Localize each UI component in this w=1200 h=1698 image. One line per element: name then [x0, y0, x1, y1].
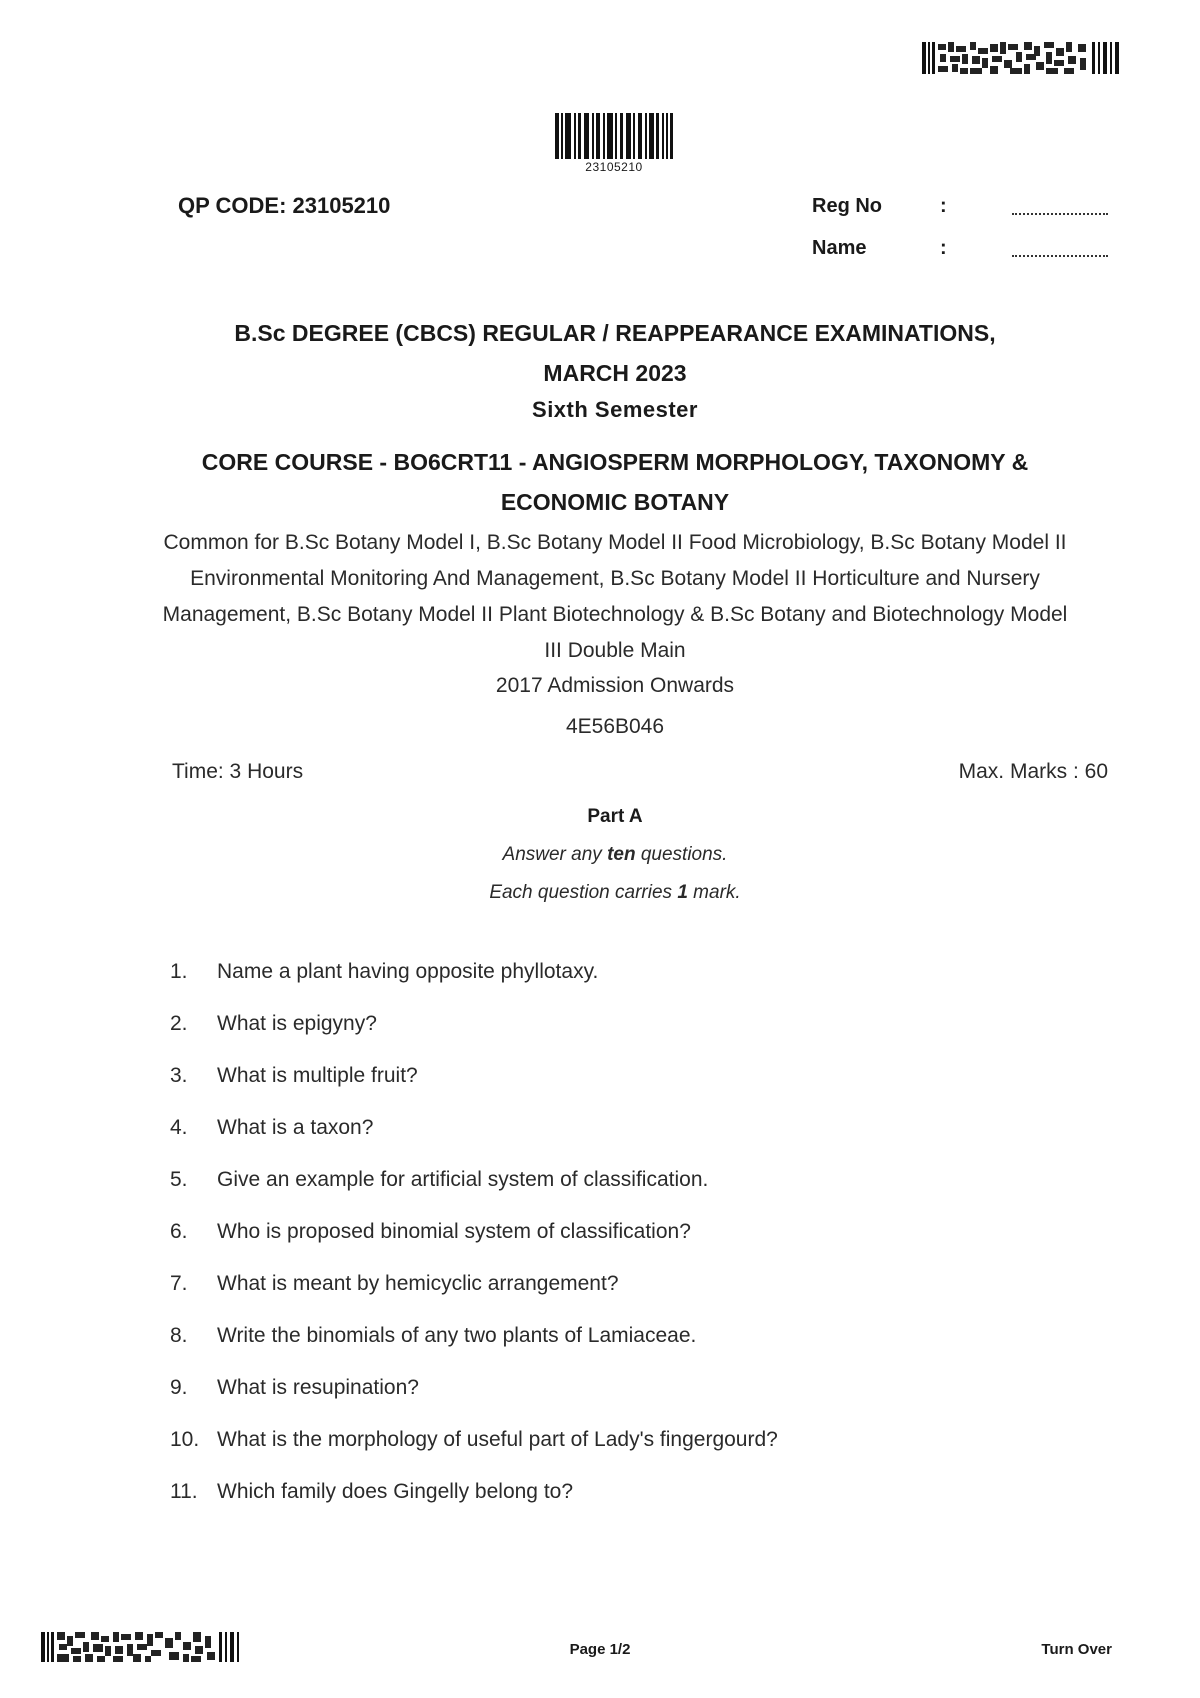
question-item — [170, 1324, 1110, 1376]
barcode-top-right — [922, 42, 1122, 74]
name-row — [812, 237, 1108, 265]
question-item — [170, 1220, 1110, 1272]
question-number: 11. — [170, 1480, 198, 1503]
question-text: What is epigyny? — [217, 1012, 377, 1035]
reg-no-blank — [1012, 205, 1108, 215]
semester: Sixth Semester — [532, 397, 698, 422]
admission-note: 2017 Admission Onwards — [495, 674, 735, 697]
common-for-line4: III Double Main — [544, 639, 686, 662]
reg-no-label: Reg No — [812, 195, 882, 217]
question-text: What is meant by hemicyclic arrangement? — [217, 1272, 619, 1295]
reg-no-colon: : — [940, 195, 947, 217]
question-list — [170, 960, 1110, 1532]
question-text: What is resupination? — [217, 1376, 419, 1399]
question-item — [170, 1012, 1110, 1064]
exam-title-line2: MARCH 2023 — [543, 360, 687, 386]
question-item — [170, 1428, 1110, 1480]
part-a-instruction-marks: Each question carries 1 mark. — [489, 882, 741, 903]
question-number: 7. — [170, 1272, 188, 1295]
qp-code: QP CODE: 23105210 — [178, 193, 391, 218]
turn-over-label: Turn Over — [1041, 1641, 1112, 1658]
page-number: Page 1/2 — [569, 1641, 631, 1658]
common-for — [130, 525, 1100, 669]
question-item — [170, 1272, 1110, 1324]
question-item — [170, 1480, 1110, 1532]
reg-no-row — [812, 195, 1108, 223]
part-a-title: Part A — [587, 806, 643, 827]
barcode-number: 23105210 — [585, 160, 643, 174]
question-number: 10. — [170, 1428, 200, 1451]
exam-time: Time: 3 Hours — [172, 760, 304, 783]
question-number: 8. — [170, 1324, 188, 1347]
question-item — [170, 1064, 1110, 1116]
question-text: What is multiple fruit? — [217, 1064, 418, 1087]
question-item — [170, 1116, 1110, 1168]
question-text: Name a plant having opposite phyllotaxy. — [217, 960, 599, 983]
part-a-instruction-answer: Answer any ten questions. — [502, 844, 728, 865]
course-title — [130, 442, 1100, 522]
common-for-line1: Common for B.Sc Botany Model I, B.Sc Botany Model II Food Microbiology, B.Sc Botany Model II — [163, 531, 1067, 554]
question-number: 6. — [170, 1220, 188, 1243]
question-text: Write the binomials of any two plants of Lamiaceae. — [217, 1324, 697, 1347]
question-text: Give an example for artificial system of classification. — [217, 1168, 709, 1191]
question-number: 3. — [170, 1064, 188, 1087]
name-label: Name — [812, 237, 867, 259]
question-number: 5. — [170, 1168, 188, 1191]
name-blank — [1012, 247, 1108, 257]
max-marks: Max. Marks : 60 — [958, 760, 1108, 783]
exam-title-line1: B.Sc DEGREE (CBCS) REGULAR / REAPPEARANCE EXAMINATIONS, — [234, 320, 996, 346]
course-title-line2: ECONOMIC BOTANY — [500, 489, 730, 515]
name-colon: : — [940, 237, 947, 259]
exam-title — [130, 313, 1100, 393]
question-item — [170, 1168, 1110, 1220]
question-number: 4. — [170, 1116, 188, 1139]
barcode-center — [555, 113, 673, 159]
common-for-line2: Environmental Monitoring And Management, B.Sc Botany Model II Horticulture and Nursery — [190, 567, 1040, 590]
question-number: 9. — [170, 1376, 188, 1399]
question-number: 1. — [170, 960, 188, 983]
course-title-line1: CORE COURSE - BO6CRT11 - ANGIOSPERM MORPHOLOGY, TAXONOMY & — [201, 449, 1029, 475]
question-text: Which family does Gingelly belong to? — [217, 1480, 574, 1503]
question-text: What is a taxon? — [217, 1116, 374, 1139]
barcode-bottom-left — [41, 1632, 243, 1662]
common-for-line3: Management, B.Sc Botany Model II Plant Biotechnology & B.Sc Botany and Biotechnology Model — [162, 603, 1068, 626]
paper-code: 4E56B046 — [565, 715, 665, 738]
question-text: What is the morphology of useful part of Lady's fingergourd? — [217, 1428, 778, 1451]
question-item — [170, 1376, 1110, 1428]
question-number: 2. — [170, 1012, 188, 1035]
question-text: Who is proposed binomial system of classification? — [217, 1220, 691, 1243]
question-item — [170, 960, 1110, 1012]
